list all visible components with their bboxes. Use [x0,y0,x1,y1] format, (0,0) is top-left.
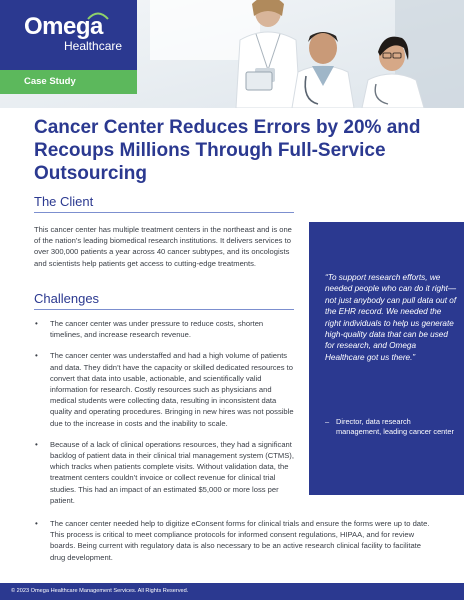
case-study-label: Case Study [24,76,76,87]
case-study-tag [0,70,137,94]
testimonial-quote-box [309,222,464,495]
challenge-item [34,439,294,506]
logo-arc-icon [86,10,110,20]
challenge-item [34,518,434,563]
quote-attribution [325,417,457,438]
challenge-text: Because of a lack of clinical operations resources, they had a significant backlog of patient data in their clinical trial management system (CTMS), which tracks when patients complete visits. Without validation data, the treatment centers couldn’t invoice or collect revenue for clinical trial studies. This had an impact of an estimated $5,000 or more loss per patient. [50,439,294,505]
challenges-divider [34,309,294,310]
bullet-dot: • [35,519,38,528]
challenge-text: The cancer center needed help to digitize eConsent forms for clinical trials and ensure the forms were up to date. This process is critical to meet compliance protocols for informed consent regulations, HIPAA, and for review boards. Being current with regulatory data is also necessary to be an active research clinical facility to facilitate drug development. [50,519,430,562]
client-divider [34,212,294,213]
hero-banner [0,0,464,108]
page-title: Cancer Center Reduces Errors by 20% and Recoups Millions Through Full-Service Outsourcing [34,117,421,184]
bullet-dot: • [35,439,38,449]
attribution-text: Director, data research management, leading cancer center [336,417,454,437]
copyright-text: © 2023 Omega Healthcare Management Services. All Rights Reserved. [11,588,189,594]
challenges-heading: Challenges [34,291,100,306]
brand-logo [0,0,137,70]
attribution-dash: – [325,417,330,426]
challenge-item [34,318,294,340]
challenge-text: The cancer center was under pressure to reduce costs, shorten timelines, and increase research revenue. [50,319,264,340]
brand-sub: Healthcare [64,39,123,53]
client-body: This cancer center has multiple treatment centers in the northeast and is one of the nation’s leading biomedical research institutions. It delivers services to over 300,000 patients a year across 40 cancer subtypes, and its oncologists and scientists help patients get access to cutting-edge treatments. [34,225,292,268]
bullet-dot: • [35,351,38,361]
challenge-text: The cancer center was understaffed and had a high volume of patients and data. They didn’t have the capacity or skilled dedicated resources to convert that data into usable, actionable, and scientifically valid information for research. Costly resources such as physicians and medical students were collecting data, resulting in inconsistent data quality and operating procedures. Bringing in new hires was not possible due to the increase in costs and the inability to scale. [50,351,294,428]
brand-name: Omega [24,13,103,40]
challenge-item [34,350,294,428]
bullet-dot: • [35,319,38,328]
challenges-list-wide [34,518,434,563]
challenges-list [34,318,294,516]
client-heading: The Client [34,194,94,209]
footer-bar [0,583,464,600]
quote-text: “To support research efforts, we needed people who can do it right—not just anybody can pull data out of the EHR record. We needed the right individuals to help us generate high-quality data that can be used for research, and Omega Healthcare got us there.” [325,273,457,362]
